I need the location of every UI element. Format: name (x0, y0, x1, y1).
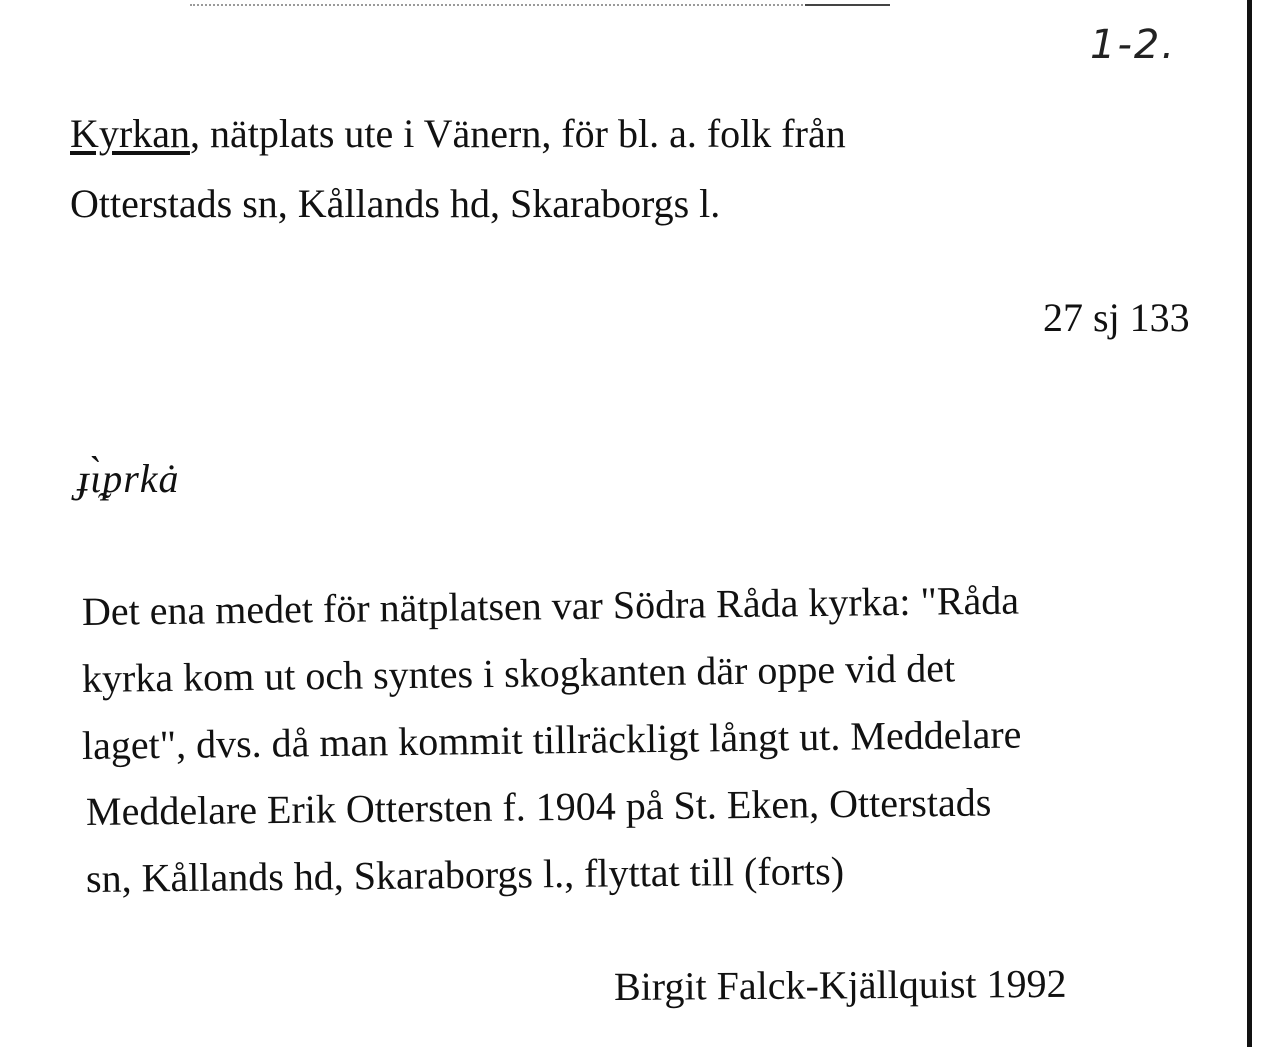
card-right-edge (1247, 0, 1252, 1047)
entry-line-1 (70, 110, 846, 158)
body-line: Meddelare Erik Ottersten f. 1904 på St. Eken, Otterstads (85, 779, 992, 834)
entry-line-2: Otterstads sn, Kållands hd, Skaraborgs l. (70, 181, 721, 226)
entry-line-1-rest: , nätplats ute i Vänern, för bl. a. folk från (189, 111, 846, 156)
top-scan-rule (190, 4, 890, 6)
top-scan-rule-dark (805, 4, 890, 6)
body-line: sn, Kållands hd, Skaraborgs l., flyttat till (forts) (85, 848, 845, 901)
body-line: kyrka kom ut och syntes i skogkanten där oppe vid det (81, 645, 956, 701)
signature: Birgit Falck-Kjällquist 1992 (613, 960, 1067, 1009)
card-number: 1-2. (1090, 22, 1177, 68)
phonetic-transcription: ɟɩ̀ᵱrkȧ (78, 456, 180, 501)
headword: Kyrkan (70, 111, 190, 156)
body-line: Det ena medet för nätplatsen var Södra Råda kyrka: "Råda (81, 577, 1020, 634)
source-reference: 27 sj 133 (1043, 295, 1190, 340)
body-line: laget", dvs. då man kommit tillräckligt långt ut. Meddelare (81, 711, 1022, 768)
